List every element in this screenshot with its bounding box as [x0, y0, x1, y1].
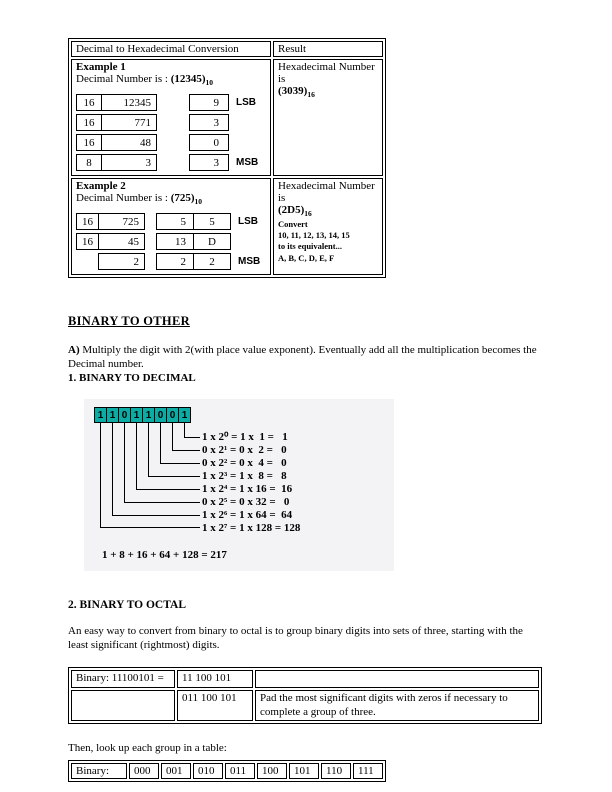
msb-label: MSB	[236, 157, 259, 169]
multiplication-lines	[202, 431, 300, 535]
intro-prefix: Decimal Number is :	[76, 192, 171, 205]
note-line: 10, 11, 12, 13, 14, 15	[278, 230, 350, 241]
binary-digit: 1	[130, 407, 143, 423]
paragraph-a-label: A)	[68, 344, 80, 357]
msb-label: MSB	[238, 256, 261, 268]
division-row	[76, 253, 266, 270]
note-line: to its equivalent...	[278, 241, 342, 252]
multiplication-line: 1 x 2⁰ = 1 x 1 = 1	[202, 431, 288, 444]
binary-digit: 1	[106, 407, 119, 423]
lookup-cell: 100	[257, 763, 287, 779]
result-text: Hexadecimal Number is	[278, 180, 375, 205]
number-base: 10	[194, 197, 203, 207]
lookup-cell: 101	[289, 763, 319, 779]
lookup-cell: 000	[129, 763, 159, 779]
binary-digit: 1	[142, 407, 155, 423]
division-row	[76, 154, 266, 171]
conversion-note	[278, 219, 378, 263]
octal-paragraph: An easy way to convert from binary to octal is to group binary digits into sets of three, starting with the least significant (rightmost) digits.	[68, 625, 523, 652]
example2-cell	[71, 178, 271, 275]
remainder-hex-cell: 2	[193, 253, 231, 270]
example2-title: Example 2	[76, 180, 126, 193]
binary-digit: 1	[94, 407, 107, 423]
remainder-cell: 3	[189, 154, 229, 171]
binary-digit-boxes	[94, 407, 190, 423]
divisor-cell-empty	[76, 253, 99, 270]
lookup-cell: 011	[225, 763, 255, 779]
grouping-note-cell	[255, 670, 539, 688]
sum-line: 1 + 8 + 16 + 64 + 128 = 217	[102, 549, 227, 562]
example1-title: Example 1	[76, 61, 126, 73]
lsb-label: LSB	[236, 97, 256, 109]
remainder-decimal-cell: 5	[156, 213, 194, 230]
lookup-label-cell: Binary:	[71, 763, 127, 779]
paragraph-a-text: Multiply the digit with 2(with place value exponent). Eventually add all the multiplication becomes the Decimal number.	[68, 344, 537, 370]
header-result: Result	[273, 41, 383, 57]
division-row	[76, 114, 266, 131]
grouping-row	[71, 690, 539, 722]
multiplication-line: 0 x 2¹ = 0 x 2 = 0	[202, 444, 287, 457]
dividend-cell: 45	[98, 233, 145, 250]
multiplication-line: 0 x 2² = 0 x 4 = 0	[202, 457, 287, 470]
example1-cell	[71, 59, 271, 176]
binary-lookup-table	[68, 760, 386, 782]
lookup-intro-text: Then, look up each group in a table:	[68, 742, 227, 755]
dividend-cell: 48	[101, 134, 157, 151]
binary-digit: 0	[118, 407, 131, 423]
divisor-cell: 16	[76, 233, 99, 250]
divisor-cell: 16	[76, 134, 102, 151]
grouping-label-cell: Binary: 11100101 =	[71, 670, 175, 688]
section-heading-binary-to-other: BINARY TO OTHER	[68, 314, 190, 329]
section-heading-binary-to-octal: 2. BINARY TO OCTAL	[68, 599, 187, 612]
dividend-cell: 771	[101, 114, 157, 131]
dividend-cell: 2	[98, 253, 145, 270]
dividend-cell: 12345	[101, 94, 157, 111]
division-row	[76, 134, 266, 151]
grouping-groups-cell: 11 100 101	[177, 670, 253, 688]
example2-division-table	[76, 213, 266, 270]
grouping-label-cell	[71, 690, 175, 722]
divisor-cell: 16	[76, 94, 102, 111]
dividend-cell: 3	[101, 154, 157, 171]
decimal-number: (725)	[170, 192, 195, 205]
remainder-decimal-cell: 13	[156, 233, 194, 250]
number-base: 10	[205, 78, 214, 88]
example1-intro	[76, 73, 266, 87]
remainder-cell: 3	[189, 114, 229, 131]
divisor-cell: 16	[76, 213, 99, 230]
lookup-cell: 111	[353, 763, 383, 779]
dividend-cell: 725	[98, 213, 145, 230]
remainder-cell: 9	[189, 94, 229, 111]
decimal-to-hex-table	[68, 38, 386, 278]
lsb-label: LSB	[238, 216, 258, 228]
division-row	[76, 213, 266, 230]
header-conversion: Decimal to Hexadecimal Conversion	[71, 41, 271, 57]
binary-paragraph	[68, 344, 542, 385]
result-base: 16	[304, 209, 312, 219]
grouping-groups-cell: 011 100 101	[177, 690, 253, 722]
division-row	[76, 233, 266, 250]
remainder-cell: 0	[189, 134, 229, 151]
binary-digit: 1	[178, 407, 191, 423]
binary-digit: 0	[166, 407, 179, 423]
lookup-row	[71, 763, 383, 779]
note-line: Convert	[278, 219, 308, 230]
result-number: $(2D5)_{16}$	[278, 204, 312, 219]
example2-intro	[76, 192, 266, 206]
division-row	[76, 94, 266, 111]
lookup-cell: 001	[161, 763, 191, 779]
decimal-number: (12345)	[170, 73, 206, 85]
result-text: Hexadecimal Number is	[278, 61, 375, 85]
binary-digit: 0	[154, 407, 167, 423]
divisor-cell: 16	[76, 114, 102, 131]
result-base: 16	[307, 90, 315, 100]
divisor-cell: 8	[76, 154, 102, 171]
subheading-binary-to-decimal: 1. BINARY TO DECIMAL	[68, 371, 196, 384]
result-number: $(3039)_{16}$	[278, 85, 315, 100]
multiplication-line: 1 x 2³ = 1 x 8 = 8	[202, 470, 287, 483]
multiplication-line: 1 x 2⁷ = 1 x 128 = 128	[202, 522, 301, 535]
example1-result-cell	[273, 59, 383, 176]
multiplication-line: 1 x 2⁶ = 1 x 64 = 64	[202, 509, 293, 522]
connector-line	[100, 423, 200, 528]
example2-result-cell	[273, 178, 383, 275]
remainder-hex-cell: 5	[193, 213, 231, 230]
paragraph-a	[68, 344, 542, 371]
note-line: A, B, C, D, E, F	[278, 252, 335, 263]
example2-row	[71, 178, 383, 275]
grouping-row	[71, 670, 539, 688]
multiplication-line: 1 x 2⁴ = 1 x 16 = 16	[202, 483, 293, 496]
octal-grouping-table	[68, 667, 542, 725]
grouping-note-cell: Pad the most significant digits with zeros if necessary to complete a group of three.	[255, 690, 539, 722]
intro-prefix: Decimal Number is :	[76, 73, 171, 85]
example1-row	[71, 59, 383, 176]
example1-division-table	[76, 94, 266, 171]
lookup-cell: 110	[321, 763, 351, 779]
remainder-hex-cell: D	[193, 233, 231, 250]
table-header-row	[71, 41, 383, 57]
binary-to-decimal-figure	[84, 399, 394, 571]
remainder-decimal-cell: 2	[156, 253, 194, 270]
lookup-cell: 010	[193, 763, 223, 779]
multiplication-line: 0 x 2⁵ = 0 x 32 = 0	[202, 496, 290, 509]
